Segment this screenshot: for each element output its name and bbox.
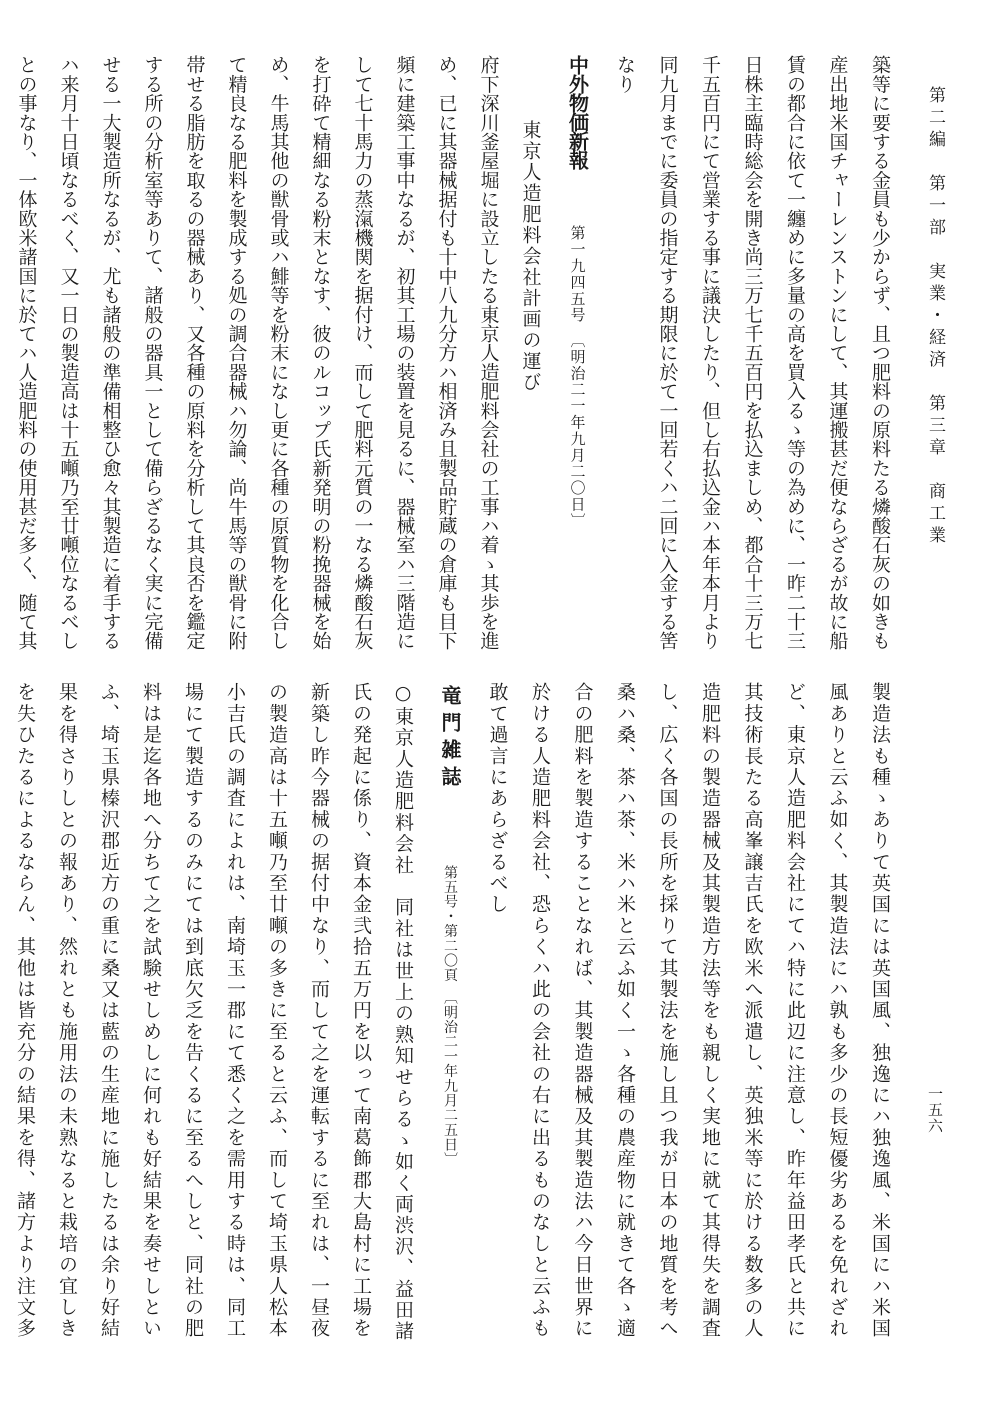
- text-line: 帯せる脂肪を取るの器械あり、又各種の原料を分析して其良否を鑑定: [183, 55, 206, 651]
- text-line: なり: [614, 55, 636, 94]
- text-line: を失ひたるによるならん、其他は皆充分の結果を得、諸方より注文多: [14, 682, 36, 1340]
- text-line: ハ来月十日頃なるべく、又一日の製造高は十五噸乃至廿噸位なるべし: [57, 55, 80, 651]
- article-title: 東京人造肥料会社計画の運び: [519, 120, 542, 393]
- text-line: する所の分析室等ありて、諸般の器具一として備らざるなく実に完備: [141, 55, 164, 651]
- bottom-text-block: [4, 682, 901, 1344]
- text-line: め、已に其器械据付も十中八九分方ハ相済み且製品貯蔵の倉庫も目下: [435, 55, 458, 651]
- text-line: 場にて製造するのみにては到底欠乏を告くるに至るへしと、同社の肥: [182, 682, 204, 1340]
- source-title: 中外物価新報: [565, 55, 590, 169]
- text-line: 於ける人造肥料会社、恐らくハ此の会社の右に出るものなしと云ふも: [529, 682, 551, 1340]
- text-line: 料は是迄各地へ分ちて之を試験せしめしに何れも好結果を奏せしとい: [140, 682, 162, 1340]
- text-line: 頻に建築工事中なるが、初其工場の装置を見るに、器械室ハ三階造に: [393, 55, 416, 651]
- text-line: して七十馬力の蒸滊機関を据付け、而して肥料元質の一なる燐酸石灰: [351, 55, 374, 651]
- text-line: せる一大製造所なるが、尤も諸般の準備相整ひ愈々其製造に着手する: [99, 55, 122, 651]
- text-line: との事なり、一体欧米諸国に於てハ人造肥料の使用甚だ多く、随て其: [15, 55, 38, 651]
- issue-citation: 第一九四五号 〔明治二一年九月二〇日〕: [568, 225, 587, 530]
- text-line: し、広く各国の長所を採りて其製法を施し且つ我が日本の地質を考へ: [656, 682, 679, 1340]
- source-heading-line: [424, 682, 476, 1344]
- top-text-block: [5, 55, 901, 655]
- text-line: 日株主臨時総会を開き尚三万七千五百円を払込ましめ、都合十三万七: [741, 55, 764, 651]
- text-line: ふ、埼玉県榛沢郡近方の重に桑又は藍の生産地に施したるは余り好結: [98, 682, 120, 1340]
- text-line: て精良なる肥料を製成する処の調合器械ハ勿論、尚牛馬等の獣骨に附: [225, 55, 248, 651]
- text-line: 其技術長たる高峯譲吉氏を欧米へ派遣し、英独米等に於ける数多の人: [741, 682, 764, 1340]
- text-line: 小吉氏の調査によれは、南埼玉一郡にて悉く之を需用する時は、同工: [224, 682, 246, 1340]
- article-title-line: [510, 55, 552, 655]
- text-line: 新築し昨今器械の据付中なり、而して之を運転するに至れは、一昼夜: [308, 682, 330, 1340]
- text-line: 築等に要する金員も少からず、且つ肥料の原料たる燐酸石灰の如きも: [869, 55, 891, 651]
- text-line: を打砕て精細なる粉末となす、彼のルコップ氏新発明の粉挽器械を始: [309, 55, 332, 651]
- text-line: ○東京人造肥料会社 同社は世上の熟知せらるゝ如く両渋沢、益田諸: [392, 682, 414, 1343]
- text-line: 府下深川釜屋堀に設立したる東京人造肥料会社の工事ハ着ゝ其歩を進: [477, 55, 500, 651]
- issue-citation: 第五号・第二〇頁 〔明治二一年九月二五日〕: [442, 865, 458, 1167]
- text-line: 製造法も種ゝありて英国には英国風、独逸にハ独逸風、米国にハ米国: [869, 682, 891, 1340]
- text-line: 産出地米国チャーレンストンにして、其運搬甚だ便ならざるが故に船: [826, 55, 849, 651]
- text-line: 千五百円にて営業する事に議決したり、但し右払込金ハ本年本月より: [699, 55, 721, 651]
- text-line: 合の肥料を製造することなれば、其製造器械及其製造法ハ今日世界に: [571, 682, 594, 1340]
- text-line: め、牛馬其他の獣骨或ハ鯡等を粉末になし更に各種の原質物を化合し: [267, 55, 290, 651]
- text-line: 造肥料の製造器械及其製造方法等をも親しく実地に就て其得失を調査: [699, 682, 721, 1340]
- text-line: ど、東京人造肥料会社にてハ特に此辺に注意し、昨年益田孝氏と共に: [784, 682, 806, 1340]
- running-head: 第二編 第一部 実業・経済 第三章 商工業: [925, 86, 945, 548]
- page-number: 一五六: [926, 1086, 944, 1134]
- text-line: 風ありと云ふ如く、其製造法にハ孰も多少の長短優劣あるを免れざれ: [826, 682, 849, 1340]
- text-line: 敢て過言にあらざるべし: [486, 682, 509, 916]
- text-line: 賃の都合に依て一纏めに多量の高を買入るゝ等の為めに、一昨二十三: [784, 55, 806, 651]
- source-title: 竜門雑誌: [438, 685, 462, 793]
- text-line: 同九月までに委員の指定する期限に於て一回若くハ二回に入金する筈: [656, 55, 679, 651]
- text-line: 桑ハ桑、茶ハ茶、米ハ米と云ふ如く一ゝ各種の農産物に就きて各ゝ適: [614, 682, 636, 1340]
- text-line: 氏の発起に係り、資本金弐拾五万円を以って南葛飾郡大島村に工場を: [350, 682, 372, 1340]
- text-line: の製造高は十五噸乃至廿噸の多きに至ると云ふ、而して埼玉県人松本: [266, 682, 288, 1340]
- source-heading-line: [552, 55, 604, 655]
- text-line: 果を得さりしとの報あり、然れとも施用法の未熟なると栽培の宜しき: [56, 682, 78, 1340]
